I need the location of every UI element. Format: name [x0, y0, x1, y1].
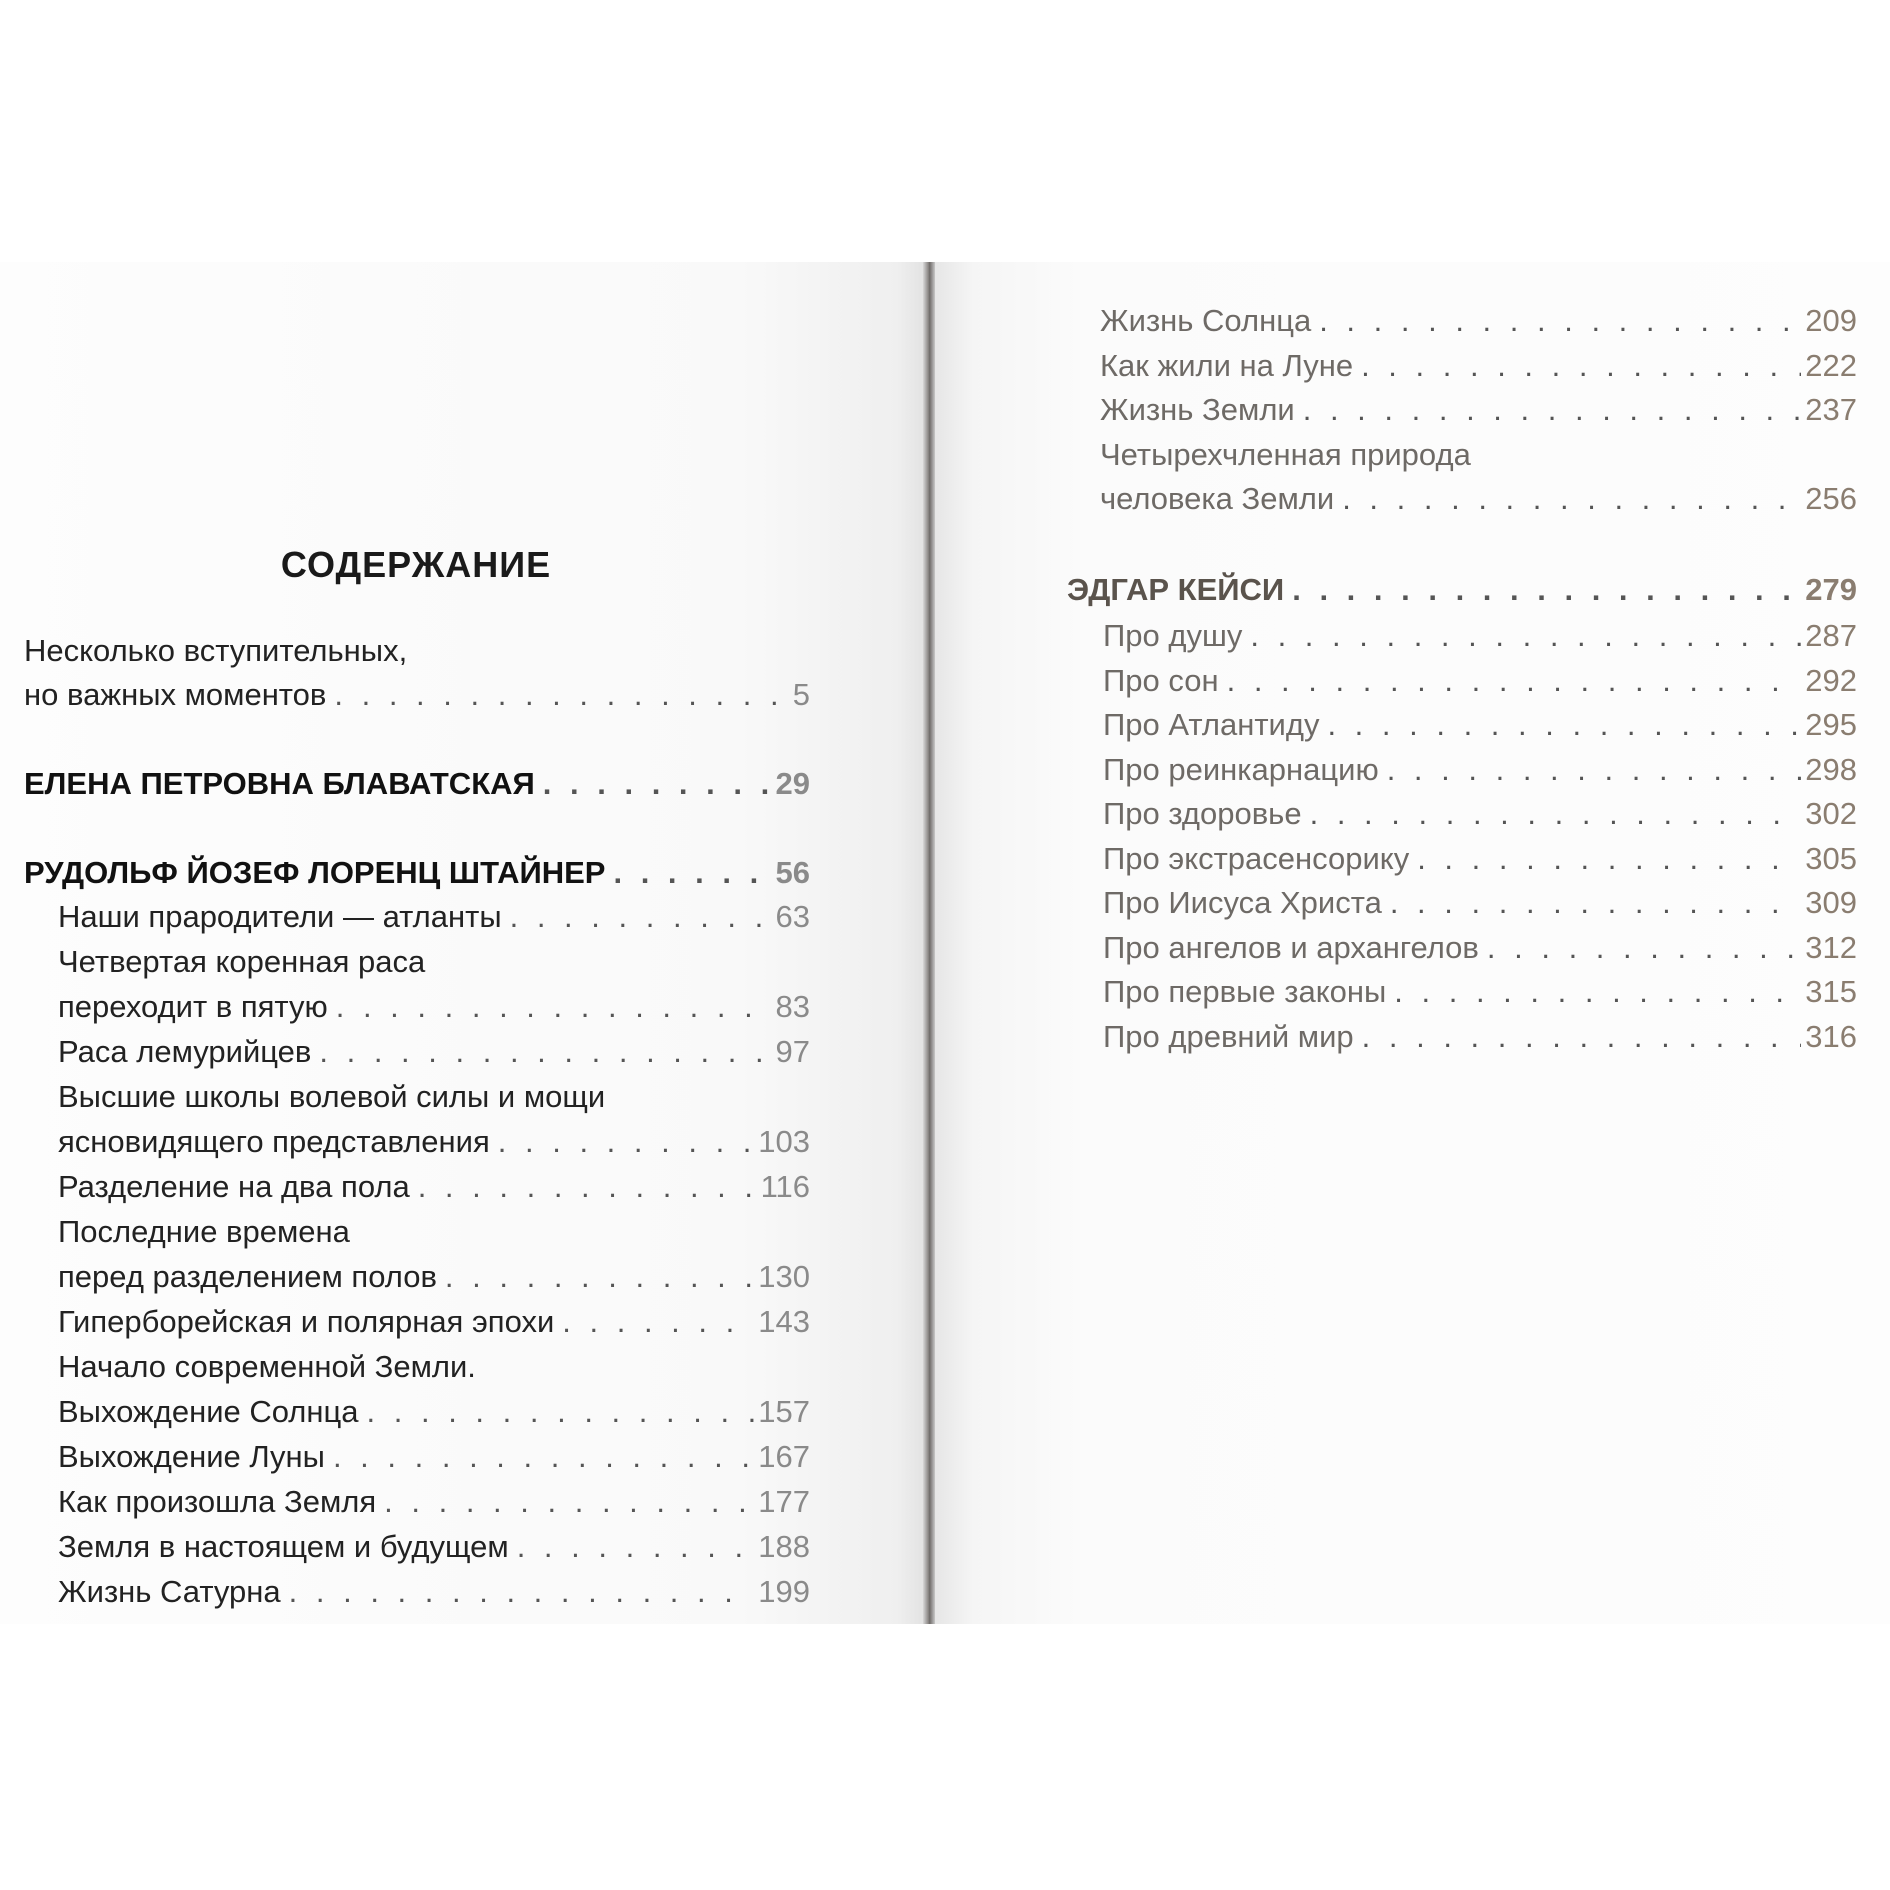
toc-entry [1103, 837, 1857, 881]
dot-leader [1250, 614, 1801, 658]
toc-entry-title: ясновидящего представления [58, 1124, 490, 1159]
toc-entry-title: Жизнь Солнца [1100, 303, 1312, 338]
toc-entry-title: Наши прародители — атланты [58, 899, 502, 934]
toc-entry-title: Раса лемурийцев [58, 1034, 312, 1069]
toc-entry-title: Про здоровье [1103, 796, 1302, 831]
toc-entry-page: 302 [1805, 796, 1857, 831]
toc-entry-page: 287 [1805, 618, 1857, 653]
dot-leader [445, 1255, 754, 1299]
toc-entry-title: Про Иисуса Христа [1103, 885, 1382, 920]
toc-entry-title: Как жили на Луне [1100, 347, 1354, 383]
toc-entry-page: 167 [758, 1439, 810, 1474]
toc-entry-page: 188 [758, 1529, 810, 1564]
toc-entry-page: 97 [775, 1034, 810, 1069]
toc-entry-page: 237 [1805, 392, 1857, 427]
toc-entry-title: но важных моментов [24, 677, 327, 712]
toc-entry-line: Последние времена [58, 1214, 350, 1249]
toc-entry-title: Земля в настоящем и будущем [58, 1529, 509, 1564]
toc-entry [58, 1255, 810, 1299]
toc-entry-line: Четвертая коренная раса [58, 944, 426, 979]
toc-entry-page: 157 [758, 1394, 810, 1429]
dot-leader [1390, 881, 1801, 925]
dot-leader [1394, 970, 1801, 1014]
dot-leader [1303, 388, 1802, 432]
dot-leader [384, 1480, 754, 1524]
dot-leader [1342, 477, 1801, 521]
dot-leader [1417, 837, 1801, 881]
toc-entry-title: Выхождение Солнца [58, 1394, 359, 1429]
toc-entry [1103, 614, 1857, 658]
toc-entry-page: 143 [758, 1304, 810, 1339]
toc-entry-page: 292 [1805, 662, 1857, 698]
toc-heading: СОДЕРЖАНИЕ [280, 544, 552, 585]
dot-leader [1361, 344, 1801, 388]
toc-entry [58, 1570, 810, 1614]
toc-entry-title: Жизнь Земли [1100, 392, 1295, 427]
toc-entry-page: 103 [758, 1124, 810, 1159]
toc-entry [58, 1480, 810, 1524]
toc-entry-page: 222 [1805, 347, 1857, 383]
toc-entry-title: Гиперборейская и полярная эпохи [58, 1304, 555, 1339]
toc-intro-line1: Несколько вступительных, [24, 633, 408, 668]
toc-entry-page: 298 [1805, 751, 1857, 787]
dot-leader [613, 851, 771, 895]
toc-entry-title: Как произошла Земля [58, 1484, 377, 1519]
toc-entry-page: 209 [1805, 303, 1857, 338]
toc-entry-page: 83 [775, 989, 810, 1024]
toc-entry [1100, 388, 1857, 432]
toc-entry-title: Про реинкарнацию [1103, 751, 1379, 787]
dot-leader [418, 1165, 757, 1209]
dot-leader [517, 1525, 755, 1569]
dot-leader [1292, 568, 1801, 612]
toc-entry-line: Высшие школы волевой силы и мощи [58, 1079, 606, 1114]
toc-entry-title: Про первые законы [1103, 974, 1387, 1009]
dot-leader [1487, 926, 1801, 970]
toc-entry-line: Начало современной Земли. [58, 1349, 476, 1384]
toc-section-cayce [1067, 568, 1857, 612]
toc-entry-line: Четырехчленная природа [1100, 436, 1471, 472]
dot-leader [333, 1435, 754, 1479]
toc-entry [1100, 477, 1857, 521]
toc-entry [1103, 792, 1857, 836]
right-page [935, 262, 1890, 1624]
toc-entry-title: Разделение на два пола [58, 1169, 410, 1204]
toc-entry [58, 985, 810, 1029]
toc-entry [58, 1120, 810, 1164]
toc-entry [1103, 748, 1857, 792]
toc-entry-page: 295 [1805, 707, 1857, 742]
dot-leader [1327, 703, 1801, 747]
dot-leader [510, 895, 772, 939]
toc-entry-title: переходит в пятую [58, 989, 328, 1024]
toc-entry-title: Выхождение Луны [58, 1439, 325, 1474]
section-title: ЕЛЕНА ПЕТРОВНА БЛАВАТСКАЯ [24, 766, 535, 801]
toc-entry [1103, 1015, 1857, 1059]
section-page: 29 [775, 766, 810, 801]
dot-leader [336, 985, 772, 1029]
section-title: ЭДГАР КЕЙСИ [1067, 572, 1285, 607]
toc-entry-page: 312 [1805, 929, 1857, 965]
toc-entry-page: 199 [758, 1574, 810, 1609]
toc-entry-page: 130 [758, 1259, 810, 1294]
section-page: 279 [1805, 572, 1857, 607]
book-spread [0, 262, 1890, 1624]
dot-leader [543, 762, 772, 806]
toc-entry [1103, 703, 1857, 747]
dot-leader [498, 1120, 755, 1164]
toc-entry [58, 895, 810, 939]
toc-entry-intro [24, 673, 810, 717]
toc-entry-title: Жизнь Сатурна [58, 1574, 281, 1609]
dot-leader [319, 1030, 771, 1074]
toc-entry-title: Про ангелов и архангелов [1103, 929, 1479, 965]
toc-entry [58, 1030, 810, 1074]
toc-entry-title: Про древний мир [1103, 1018, 1354, 1054]
toc-entry [58, 1390, 810, 1434]
toc-entry-title: человека Земли [1100, 481, 1335, 516]
dot-leader [367, 1390, 755, 1434]
toc-entry [1103, 926, 1857, 970]
toc-entry-page: 309 [1805, 885, 1857, 920]
dot-leader [289, 1570, 755, 1614]
toc-entry-page: 315 [1805, 974, 1857, 1009]
toc-entry-title: Про сон [1103, 662, 1219, 698]
toc-entry-page: 116 [760, 1169, 810, 1204]
toc-entry [1103, 881, 1857, 925]
left-page [0, 262, 925, 1624]
toc-entry [58, 1435, 810, 1479]
toc-entry [1103, 659, 1857, 703]
toc-entry-page: 63 [775, 899, 810, 934]
dot-leader [1362, 1015, 1802, 1059]
dot-leader [1319, 299, 1801, 343]
toc-entry-title: перед разделением полов [58, 1259, 437, 1294]
dot-leader [562, 1300, 754, 1344]
toc-section-steiner [24, 851, 810, 895]
toc-entry-page: 305 [1805, 840, 1857, 876]
book-spine [923, 262, 935, 1624]
toc-entry [1103, 970, 1857, 1014]
dot-leader [1387, 748, 1802, 792]
toc-entry-page: 177 [758, 1484, 810, 1519]
section-page: 56 [775, 855, 810, 890]
dot-leader [334, 673, 788, 717]
toc-entry-title: Про Атлантиду [1103, 707, 1320, 742]
toc-entry-page: 5 [792, 677, 810, 712]
toc-entry-page: 316 [1805, 1018, 1857, 1054]
toc-entry [58, 1300, 810, 1344]
toc-section-blavatsky [24, 762, 810, 806]
toc-entry-title: Про экстрасенсорику [1103, 840, 1410, 876]
toc-entry [1100, 299, 1857, 343]
section-title: РУДОЛЬФ ЙОЗЕФ ЛОРЕНЦ ШТАЙНЕР [24, 855, 606, 890]
dot-leader [1310, 792, 1802, 836]
dot-leader [1227, 659, 1802, 703]
toc-entry-page: 256 [1805, 481, 1857, 516]
toc-entry-title: Про душу [1103, 618, 1243, 653]
toc-entry [58, 1165, 810, 1209]
toc-entry [1100, 344, 1857, 388]
toc-entry [58, 1525, 810, 1569]
